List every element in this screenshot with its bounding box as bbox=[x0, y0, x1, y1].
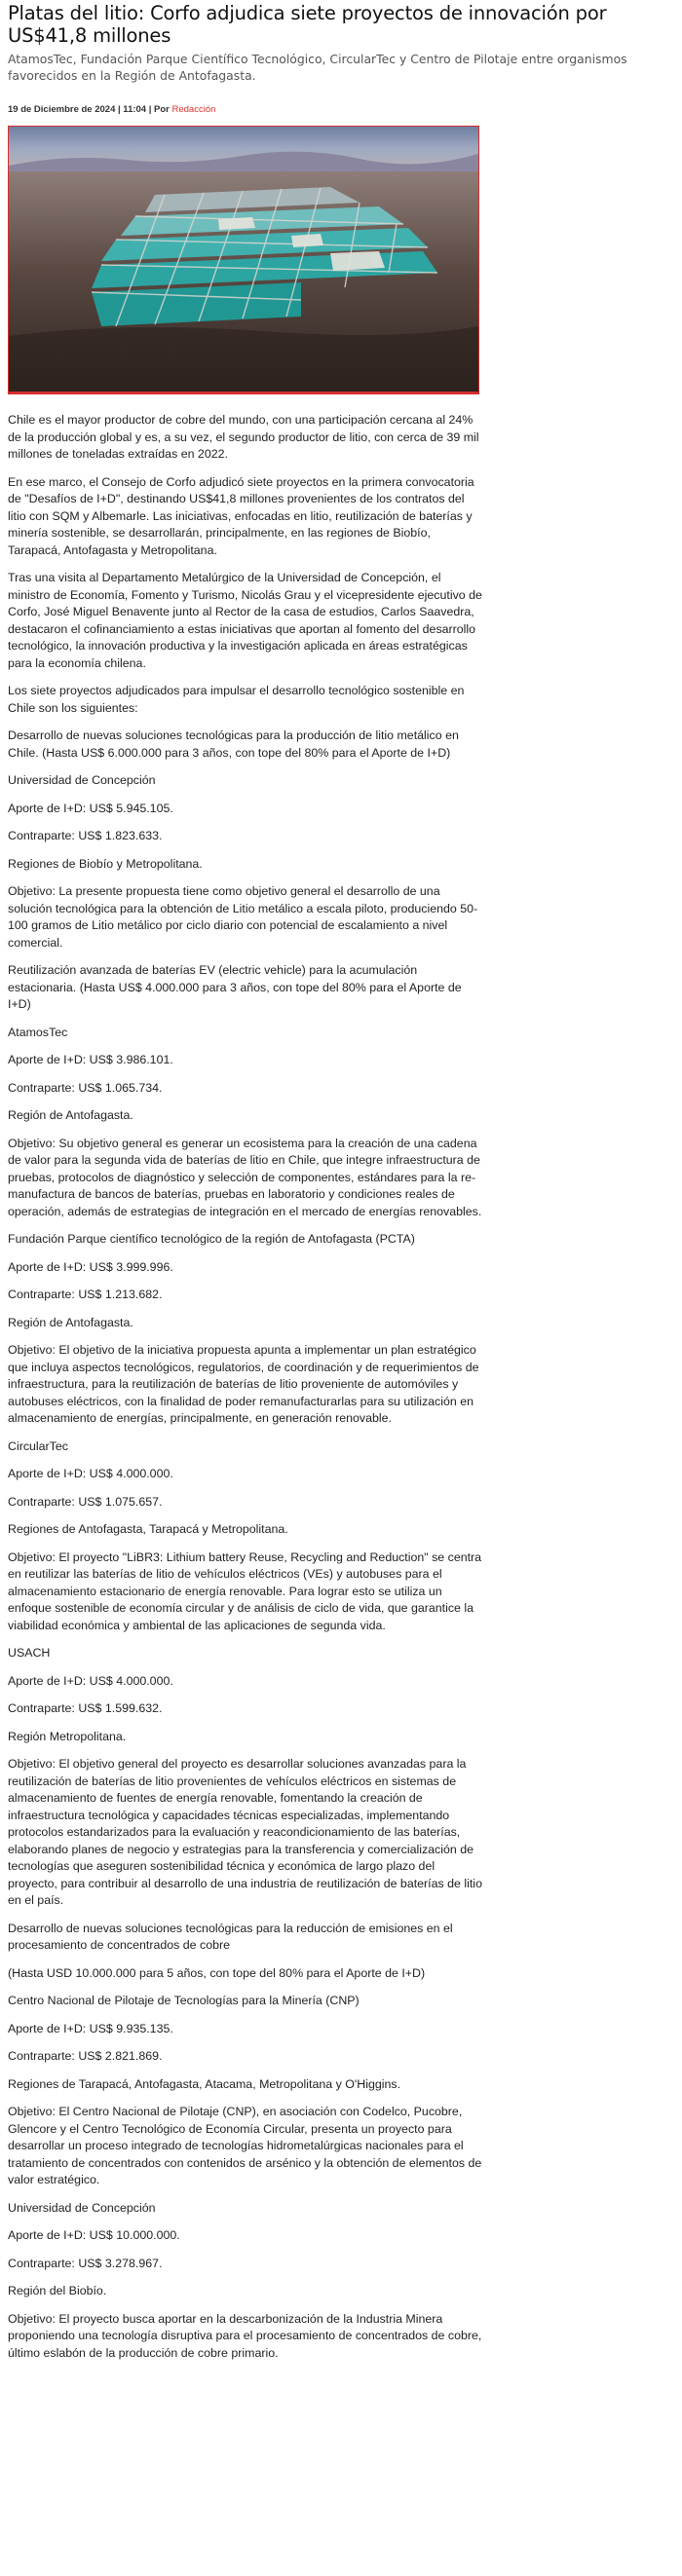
project-institution: Centro Nacional de Pilotaje de Tecnologías para la Minería (CNP) bbox=[8, 1994, 360, 2007]
project-counterpart: Contraparte: US$ 2.821.869. bbox=[8, 2049, 163, 2063]
article-title: Platas del litio: Corfo adjudica siete proyectos de innovación por US$41,8 millones bbox=[8, 2, 607, 47]
project-counterpart: Contraparte: US$ 1.213.682. bbox=[8, 1288, 163, 1301]
project-heading: Desarrollo de nuevas soluciones tecnológicas para la producción de litio metálico en Chile. (Hasta US$ 6.000.000 para 3 años, con tope del 80% para el Aporte de I+D) bbox=[8, 728, 459, 760]
article-date: 19 de Diciembre de 2024 | 11:04 | Por bbox=[8, 104, 170, 115]
article-subtitle: AtamosTec, Fundación Parque Científico Tecnológico, CircularTec y Centro de Pilotaje entre organismos favorecidos en la Región de Antofagasta. bbox=[8, 52, 627, 83]
project-funding: Aporte de I+D: US$ 9.935.135. bbox=[8, 2021, 173, 2035]
article-paragraph: Los siete proyectos adjudicados para impulsar el desarrollo tecnológico sostenible en Chile son los siguientes: bbox=[8, 684, 465, 715]
project-institution: Fundación Parque científico tecnológico de la región de Antofagasta (PCTA) bbox=[8, 1232, 415, 1246]
project-funding: Aporte de I+D: US$ 3.999.996. bbox=[8, 1259, 173, 1274]
project-counterpart: Contraparte: US$ 1.075.657. bbox=[8, 1494, 163, 1509]
project-regions: Región del Biobío. bbox=[8, 2284, 107, 2297]
project-institution: AtamosTec bbox=[8, 1025, 68, 1039]
project-counterpart: Contraparte: US$ 1.065.734. bbox=[8, 1080, 163, 1095]
article-meta bbox=[8, 104, 674, 116]
project-funding: Aporte de I+D: US$ 4.000.000. bbox=[8, 1673, 173, 1688]
project-objective: Objetivo: La presente propuesta tiene como objetivo general el desarrollo de una solución tecnológica para la obtención de Litio metálico a escala piloto, produciendo 50-100 gramos de Litio metálico por ciclo diario con potencial de escalamiento a nivel comercial. bbox=[8, 884, 478, 950]
project-objective: Objetivo: El objetivo general del proyecto es desarrollar soluciones avanzadas para la reutilización de baterías de litio provenientes de vehículos eléctricos en sistemas de almacenamiento de fuentes de energía renovable, fomentando la creación de infraestructura tecnológica y capacidades técnicas especializadas, implementando protocolos estandarizados para la evaluación y reacondicionamiento de las baterías, elaborando planes de negocio y estrategias para la transferencia y comercialización de tecnologías que aseguren sostenibilidad técnica y económica de largo plazo del proyecto, para contribuir al desarrollo de una industria de reutilización de baterías de litio en el país. bbox=[8, 1757, 482, 1907]
author-link[interactable]: Redacción bbox=[171, 104, 216, 115]
project-funding: Aporte de I+D: US$ 3.986.101. bbox=[8, 1053, 173, 1066]
project-institution: Universidad de Concepción bbox=[8, 773, 156, 787]
project-regions: Regiones de Antofagasta, Tarapacá y Metropolitana. bbox=[8, 1522, 288, 1536]
project-counterpart: Contraparte: US$ 1.599.632. bbox=[8, 1701, 163, 1715]
article-page bbox=[0, 2, 682, 2362]
project-counterpart: Contraparte: US$ 1.823.633. bbox=[8, 829, 163, 842]
project-regions: Regiones de Biobío y Metropolitana. bbox=[8, 856, 203, 871]
project-regions: Región de Antofagasta. bbox=[8, 1315, 133, 1329]
project-funding: Aporte de I+D: US$ 10.000.000. bbox=[8, 2228, 180, 2242]
lithium-brine-ponds-icon bbox=[9, 127, 478, 392]
project-objective: Objetivo: El proyecto busca aportar en la descarbonización de la Industria Minera proponiendo una tecnología disruptiva para el procesamiento de concentrados de cobre, último eslabón de la producción de cobre primario. bbox=[8, 2311, 482, 2360]
project-institution: USACH bbox=[8, 1646, 51, 1660]
project-institution: CircularTec bbox=[8, 1438, 68, 1453]
project-heading: Desarrollo de nuevas soluciones tecnológicas para la reducción de emisiones en el procesamiento de concentrados de cobre bbox=[8, 1921, 453, 1952]
article-body bbox=[8, 412, 483, 2362]
project-objective: Objetivo: El Centro Nacional de Pilotaje (CNP), en asociación con Codelco, Pucobre, Glencore y el Centro Tecnológico de Economía Circular, presenta un proyecto para desarrollar un proceso integrado de tecnologías hidrometalúrgicas nacionales para el tratamiento de concentrados con contenidos de arsénico y la obtención de elementos de valor estratégico. bbox=[8, 2105, 482, 2186]
project-regions: Región de Antofagasta. bbox=[8, 1108, 133, 1122]
project-objective: Objetivo: Su objetivo general es generar un ecosistema para la creación de una cadena de valor para la segunda vida de baterías de litio en Chile, que integre infraestructura de pruebas, protocolos de diagnóstico y selección de componentes, estándares para la re-manufactura de bancos de baterías, pruebas en laboratorio y condiciones reales de operación, además de estrategias de integración en el mercado de energías renovables. bbox=[8, 1136, 482, 1218]
project-institution: Universidad de Concepción bbox=[8, 2200, 156, 2215]
project-heading: Reutilización avanzada de baterías EV (electric vehicle) para la acumulación estacionaria. (Hasta US$ 4.000.000 para 3 años, con tope del 80% para el Aporte de I+D) bbox=[8, 963, 462, 1011]
project-counterpart: Contraparte: US$ 3.278.967. bbox=[8, 2256, 163, 2270]
project-funding: Aporte de I+D: US$ 4.000.000. bbox=[8, 1467, 173, 1480]
article-paragraph: Chile es el mayor productor de cobre del mundo, con una participación cercana al 24% de la producción global y es, a su vez, el segundo productor de litio, con cerca de 39 mil millones de toneladas extraídas en 2022. bbox=[8, 413, 479, 461]
project-funding: Aporte de I+D: US$ 5.945.105. bbox=[8, 801, 173, 815]
project-heading-terms: (Hasta USD 10.000.000 para 5 años, con tope del 80% para el Aporte de I+D) bbox=[8, 1965, 426, 1980]
hero-image bbox=[8, 126, 479, 394]
project-objective: Objetivo: El objetivo de la iniciativa propuesta apunta a implementar un plan estratégico que incluya aspectos tecnológicos, regulatorios, de coordinación y de requerimientos de infraestructura, para la reutilización de baterías de litio proveniente de automóviles y autobuses eléctricos, con la finalidad de poder remanufacturarlas para su utilización en almacenamiento de energías, principalmente, en generación renovable. bbox=[8, 1343, 479, 1425]
project-regions: Regiones de Tarapacá, Antofagasta, Atacama, Metropolitana y O'Higgins. bbox=[8, 2076, 401, 2091]
article-paragraph: En ese marco, el Consejo de Corfo adjudicó siete proyectos en la primera convocatoria de "Desafíos de I+D", destinando US$41,8 millones provenientes de los contratos del litio con SQM y Albemarle. Las iniciativas, enfocadas en litio, reutilización de baterías y minería sostenible, se desarrollarán, principalmente, en las regiones de Biobío, Tarapacá, Antofagasta y Metropolitana. bbox=[8, 474, 474, 557]
article-paragraph: Tras una visita al Departamento Metalúrgico de la Universidad de Concepción, el ministro de Economía, Fomento y Turismo, Nicolás Grau y el vicepresidente ejecutivo de Corfo, José Miguel Benavente junto al Rector de la casa de estudios, Carlos Saavedra, destacaron el cofinanciamiento a estas iniciativas que aportan al fomento del desarrollo tecnológico, la innovación productiva y la investigación aplicada en áreas estratégicas para la economía chilena. bbox=[8, 571, 482, 670]
project-objective: Objetivo: El proyecto "LiBR3: Lithium battery Reuse, Recycling and Reduction" se centra en reutilizar las baterías de litio de vehículos eléctricos (VEs) y autobuses para el almacenamiento estacionario de energía renovable. Para lograr esto se utiliza un enfoque sostenible de economía circular y de análisis de ciclo de vida, que garantice la viabilidad económica y ambiental de las aplicaciones de segunda vida. bbox=[8, 1549, 482, 1632]
project-regions: Región Metropolitana. bbox=[8, 1729, 127, 1743]
